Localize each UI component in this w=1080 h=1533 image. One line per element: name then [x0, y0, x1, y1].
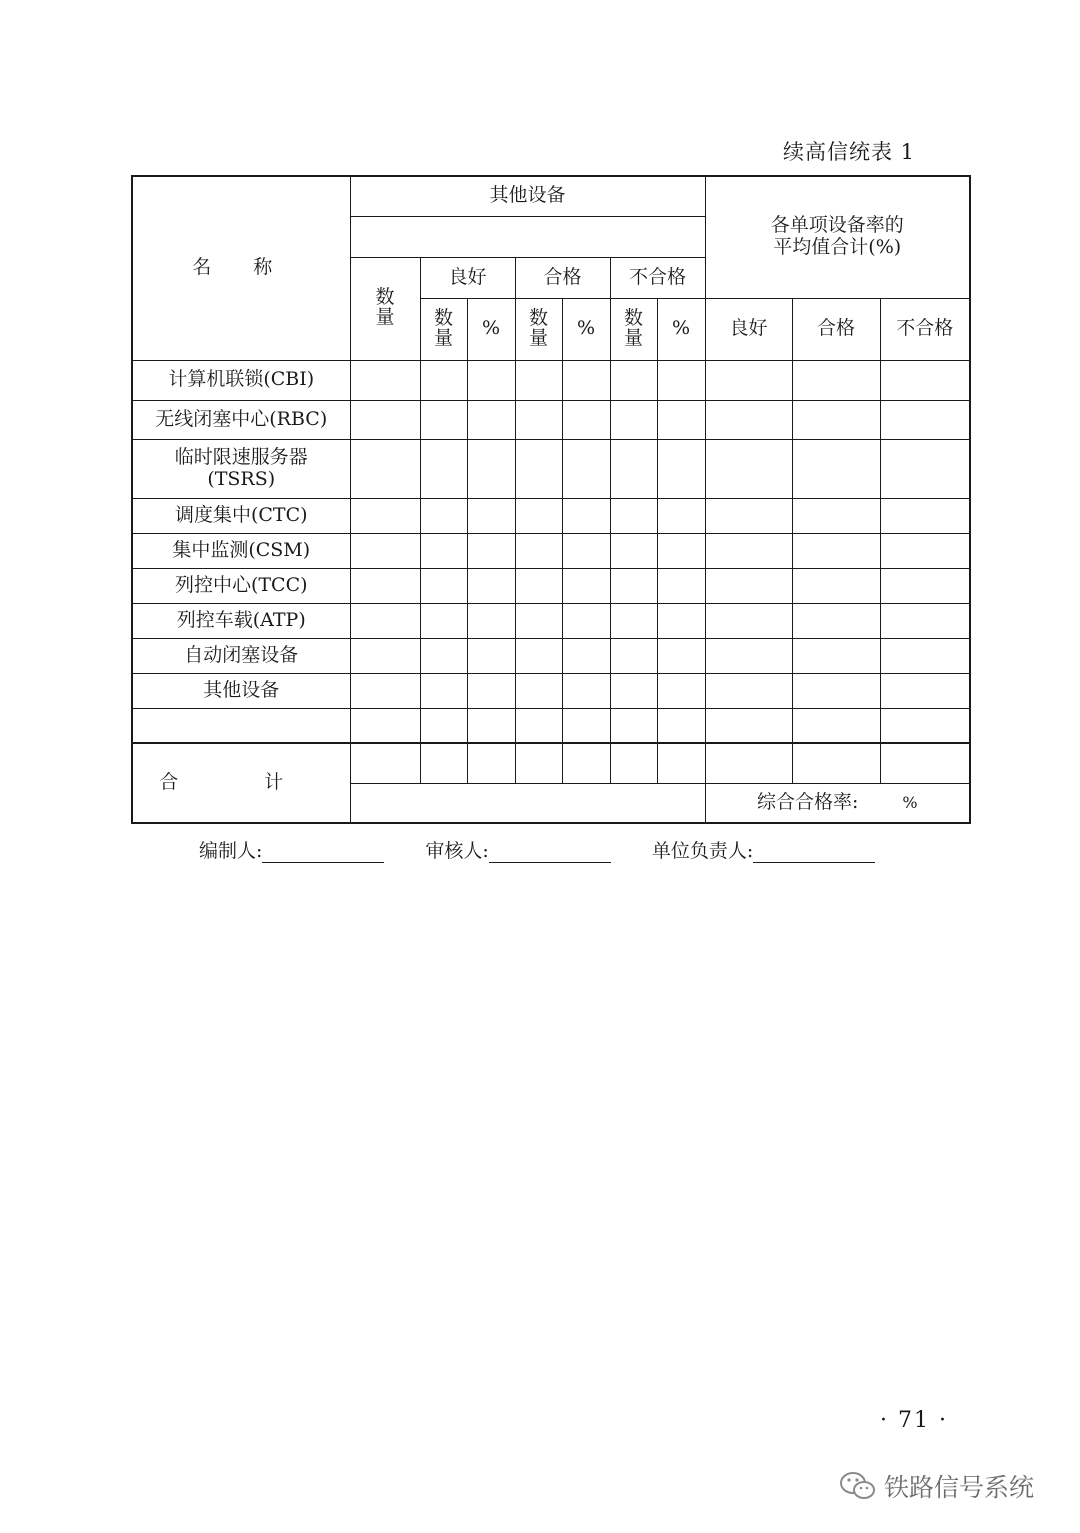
- data-cell: [467, 533, 515, 568]
- data-cell: [657, 439, 705, 498]
- good-percent-header: %: [467, 298, 515, 360]
- data-cell: [880, 708, 970, 743]
- data-cell: [350, 439, 420, 498]
- data-cell: [792, 743, 880, 783]
- qualified-percent-header: %: [562, 298, 610, 360]
- data-cell: [515, 568, 562, 603]
- data-cell: [467, 360, 515, 400]
- data-cell: [515, 638, 562, 673]
- data-cell: [562, 673, 610, 708]
- data-cell: [562, 708, 610, 743]
- data-cell: [350, 400, 420, 439]
- data-cell: [705, 743, 792, 783]
- data-cell: [657, 673, 705, 708]
- data-cell: [420, 498, 467, 533]
- count-header: 数量: [350, 257, 420, 360]
- data-cell: [350, 498, 420, 533]
- data-cell: [420, 533, 467, 568]
- data-cell: [515, 533, 562, 568]
- row-name-line1: 临时限速服务器: [174, 445, 308, 468]
- avg-qualified-header: 合格: [792, 298, 880, 360]
- average-rate-header-line2: 平均值合计(%): [773, 236, 902, 259]
- data-cell: [515, 400, 562, 439]
- row-name: 计算机联锁(CBI): [132, 360, 350, 400]
- data-cell: [657, 743, 705, 783]
- data-cell: [705, 533, 792, 568]
- data-cell: [792, 673, 880, 708]
- data-cell: [610, 743, 657, 783]
- table-row: [132, 439, 970, 498]
- other-equipment-blank-cell: [350, 216, 705, 257]
- unit-head-blank: [753, 841, 875, 863]
- data-cell: [562, 400, 610, 439]
- data-cell: [515, 360, 562, 400]
- signature-line: [199, 836, 916, 863]
- data-cell: [792, 708, 880, 743]
- data-cell: [420, 568, 467, 603]
- data-cell: [610, 603, 657, 638]
- wechat-icon: [838, 1470, 878, 1502]
- data-cell: [657, 360, 705, 400]
- data-cell: [880, 743, 970, 783]
- data-cell: [420, 708, 467, 743]
- data-cell: [705, 439, 792, 498]
- table-row: [132, 360, 970, 400]
- data-cell: [467, 568, 515, 603]
- table-row: [132, 498, 970, 533]
- data-cell: [467, 400, 515, 439]
- data-cell: [562, 360, 610, 400]
- data-cell: [880, 638, 970, 673]
- data-cell: [350, 568, 420, 603]
- unqualified-percent-header: %: [657, 298, 705, 360]
- data-cell: [562, 533, 610, 568]
- unit-head-signature: [652, 836, 875, 863]
- data-cell: [705, 360, 792, 400]
- data-cell: [467, 498, 515, 533]
- total-blank-cell: [350, 783, 705, 823]
- row-name: 自动闭塞设备: [132, 638, 350, 673]
- data-cell: [705, 568, 792, 603]
- name-column-header: 名 称: [132, 176, 350, 360]
- data-cell: [792, 360, 880, 400]
- row-name: 无线闭塞中心(RBC): [132, 400, 350, 439]
- row-name: 列控车载(ATP): [132, 603, 350, 638]
- data-cell: [705, 498, 792, 533]
- overall-pass-rate-unit: %: [902, 792, 918, 812]
- qualified-header: 合格: [515, 257, 610, 298]
- unqualified-count-header: 数量: [610, 298, 657, 360]
- data-cell: [420, 743, 467, 783]
- data-cell: [515, 673, 562, 708]
- data-cell: [420, 360, 467, 400]
- data-cell: [657, 498, 705, 533]
- data-cell: [705, 638, 792, 673]
- data-cell: [420, 603, 467, 638]
- compiler-signature: [199, 836, 384, 863]
- row-name: [132, 708, 350, 743]
- data-cell: [610, 568, 657, 603]
- data-cell: [610, 673, 657, 708]
- data-cell: [467, 708, 515, 743]
- data-cell: [880, 673, 970, 708]
- data-cell: [467, 673, 515, 708]
- other-equipment-header: 其他设备: [350, 176, 705, 216]
- data-cell: [467, 439, 515, 498]
- data-cell: [420, 439, 467, 498]
- data-cell: [610, 498, 657, 533]
- compiler-blank: [262, 841, 384, 863]
- total-label: 合 计: [132, 743, 350, 823]
- data-cell: [562, 568, 610, 603]
- data-cell: [467, 603, 515, 638]
- watermark: [838, 1468, 1034, 1504]
- average-rate-header: [705, 176, 970, 298]
- row-name-line2: (TSRS): [207, 467, 276, 490]
- qualified-count-header: 数量: [515, 298, 562, 360]
- data-cell: [515, 603, 562, 638]
- data-cell: [880, 439, 970, 498]
- data-cell: [350, 360, 420, 400]
- data-cell: [657, 603, 705, 638]
- data-cell: [562, 638, 610, 673]
- row-name: [132, 439, 350, 498]
- good-header: 良好: [420, 257, 515, 298]
- data-cell: [880, 360, 970, 400]
- table-title: 续高信统表 1: [782, 140, 915, 164]
- data-cell: [350, 603, 420, 638]
- data-cell: [467, 638, 515, 673]
- data-cell: [792, 568, 880, 603]
- data-cell: [705, 400, 792, 439]
- data-cell: [880, 498, 970, 533]
- data-cell: [420, 673, 467, 708]
- data-cell: [350, 743, 420, 783]
- page-number: · 71 ·: [880, 1408, 948, 1433]
- data-cell: [657, 638, 705, 673]
- reviewer-label: 审核人:: [425, 840, 489, 862]
- watermark-text: 铁路信号系统: [884, 1473, 1035, 1502]
- data-cell: [610, 533, 657, 568]
- data-cell: [610, 360, 657, 400]
- data-cell: [562, 743, 610, 783]
- data-cell: [562, 603, 610, 638]
- unit-head-label: 单位负责人:: [651, 840, 754, 862]
- data-cell: [467, 743, 515, 783]
- unqualified-header: 不合格: [610, 257, 705, 298]
- total-row: [132, 743, 970, 783]
- data-cell: [880, 533, 970, 568]
- data-cell: [792, 603, 880, 638]
- table-row: [132, 400, 970, 439]
- data-cell: [792, 439, 880, 498]
- data-cell: [350, 708, 420, 743]
- data-cell: [705, 673, 792, 708]
- avg-good-header: 良好: [705, 298, 792, 360]
- data-cell: [350, 533, 420, 568]
- row-name: 其他设备: [132, 673, 350, 708]
- data-cell: [515, 439, 562, 498]
- average-rate-header-line1: 各单项设备率的: [770, 214, 904, 237]
- data-cell: [880, 603, 970, 638]
- reviewer-blank: [489, 841, 611, 863]
- avg-unqualified-header: 不合格: [880, 298, 970, 360]
- row-name: 集中监测(CSM): [132, 533, 350, 568]
- data-cell: [515, 708, 562, 743]
- data-cell: [562, 439, 610, 498]
- data-cell: [657, 708, 705, 743]
- data-cell: [515, 498, 562, 533]
- data-cell: [792, 533, 880, 568]
- table-row: [132, 568, 970, 603]
- data-cell: [515, 743, 562, 783]
- row-name: 列控中心(TCC): [132, 568, 350, 603]
- table-row: [132, 638, 970, 673]
- overall-pass-rate-cell: [705, 783, 970, 823]
- data-cell: [705, 708, 792, 743]
- table-row: [132, 533, 970, 568]
- data-cell: [610, 708, 657, 743]
- data-cell: [562, 498, 610, 533]
- data-cell: [705, 603, 792, 638]
- statistics-table: [131, 175, 971, 824]
- table-row: [132, 673, 970, 708]
- table-row: [132, 708, 970, 743]
- good-count-header: 数量: [420, 298, 467, 360]
- data-cell: [610, 439, 657, 498]
- data-cell: [610, 400, 657, 439]
- data-cell: [880, 400, 970, 439]
- row-name: 调度集中(CTC): [132, 498, 350, 533]
- data-cell: [880, 568, 970, 603]
- data-cell: [350, 638, 420, 673]
- overall-pass-rate-label: 综合合格率:: [756, 790, 859, 813]
- data-cell: [792, 638, 880, 673]
- data-cell: [657, 400, 705, 439]
- reviewer-signature: [425, 836, 610, 863]
- data-cell: [792, 498, 880, 533]
- data-cell: [420, 638, 467, 673]
- table-row: [132, 603, 970, 638]
- data-cell: [610, 638, 657, 673]
- data-cell: [420, 400, 467, 439]
- data-cell: [657, 533, 705, 568]
- data-cell: [350, 673, 420, 708]
- data-cell: [792, 400, 880, 439]
- data-cell: [657, 568, 705, 603]
- compiler-label: 编制人:: [199, 840, 263, 862]
